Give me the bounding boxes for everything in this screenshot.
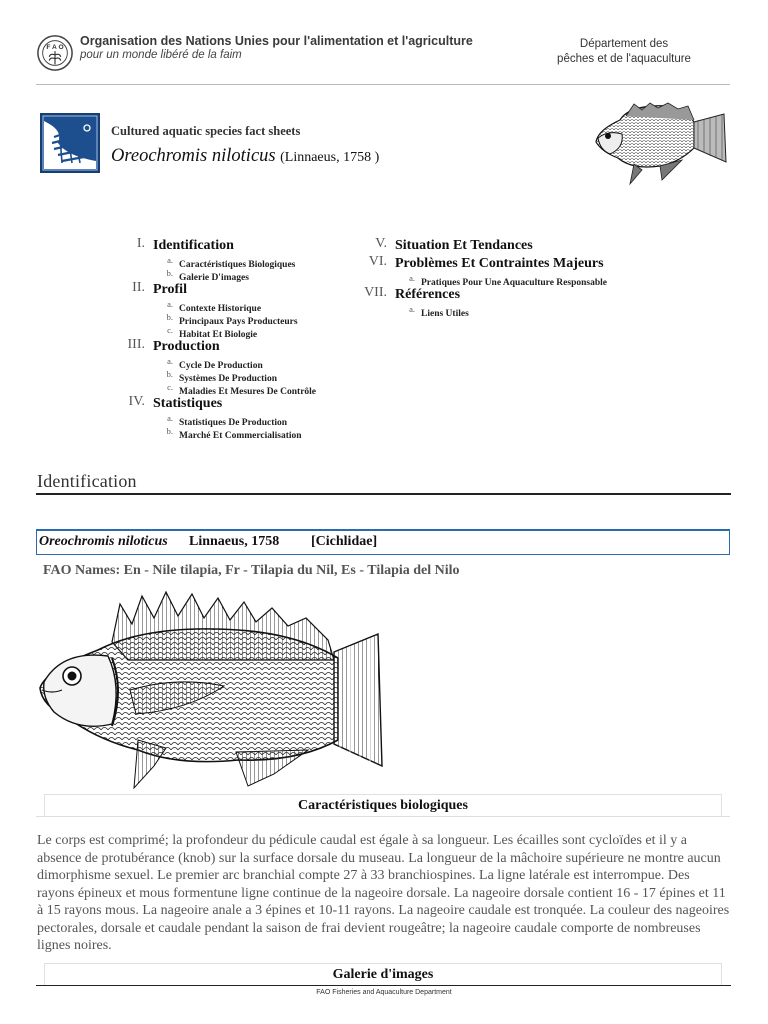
toc-subitem-letter: a. <box>409 273 415 283</box>
toc-item-label[interactable]: Problèmes Et Contraintes Majeurs <box>395 256 604 271</box>
biological-characteristics-heading: Caractéristiques biologiques <box>44 794 722 816</box>
toc-subitem-letter: c. <box>167 325 173 335</box>
toc-item[interactable] <box>368 254 607 272</box>
toc-item[interactable] <box>128 394 316 412</box>
toc-item-number: IV. <box>128 394 145 409</box>
toc-subitem[interactable] <box>153 381 317 397</box>
toc-item-label[interactable]: Identification <box>153 238 234 253</box>
factsheet-title <box>111 145 379 167</box>
toc-left-column <box>127 236 317 441</box>
toc-item-number: V. <box>375 236 387 251</box>
toc-subitem[interactable] <box>395 272 607 288</box>
toc-subitem-letter: b. <box>166 268 173 278</box>
fao-logo <box>36 34 74 72</box>
toc-item[interactable] <box>136 236 316 254</box>
toc-subitem-label[interactable]: Principaux Pays Producteurs <box>179 317 298 327</box>
toc-right-column <box>364 236 607 319</box>
toc-subitem-label[interactable]: Marché Et Commercialisation <box>179 431 302 441</box>
toc-subitem-letter: a. <box>167 299 173 309</box>
toc-item-number: VII. <box>364 285 387 300</box>
toc-item-number: III. <box>127 337 145 352</box>
toc-item-label[interactable]: Profil <box>153 282 187 297</box>
section-title: Identification <box>37 471 137 491</box>
footer-divider <box>36 985 731 986</box>
toc-item-number: II. <box>132 280 145 295</box>
toc-subitem-label[interactable]: Galerie D'images <box>179 273 249 283</box>
toc-subitem-letter: c. <box>167 382 173 392</box>
org-name: Organisation des Nations Unies pour l'alimentation et l'agriculture <box>80 34 473 48</box>
image-gallery-heading: Galerie d'images <box>44 963 722 985</box>
department-line-1: Département des <box>579 38 669 50</box>
toc-subitem-letter: a. <box>409 304 415 314</box>
toc-item[interactable] <box>132 280 316 298</box>
toc-subitem[interactable] <box>153 267 316 283</box>
toc-item-label[interactable]: Références <box>395 287 461 302</box>
toc-subitem-label[interactable]: Statistiques De Production <box>179 418 288 428</box>
fact-sheet-icon <box>40 113 100 173</box>
section-divider <box>36 493 731 495</box>
species-author: Linnaeus, 1758 <box>189 534 280 549</box>
toc-subitem[interactable] <box>153 298 316 314</box>
toc-subitem-label[interactable]: Habitat Et Biologie <box>179 330 258 340</box>
toc-item[interactable] <box>364 285 607 303</box>
toc-subitem[interactable] <box>153 412 316 428</box>
toc-subitem-label[interactable]: Liens Utiles <box>421 309 469 319</box>
toc-subitem[interactable] <box>153 254 316 270</box>
toc-subitem[interactable] <box>153 311 316 327</box>
fao-names: FAO Names: En - Nile tilapia, Fr - Tilapia du Nil, Es - Tilapia del Nilo <box>43 563 460 578</box>
department-line-2: pêches et de l'aquaculture <box>557 53 691 65</box>
toc-item-number: I. <box>136 236 145 251</box>
toc-subitem-letter: b. <box>166 426 173 436</box>
toc-subitem-letter: a. <box>167 356 173 366</box>
header-divider <box>36 84 730 85</box>
image-gallery-header <box>36 963 730 986</box>
species-family: [Cichlidae] <box>311 534 378 549</box>
toc-subitem-letter: b. <box>166 369 173 379</box>
svg-text:F A O: F A O <box>46 44 64 52</box>
toc-subitem-label[interactable]: Caractéristiques Biologiques <box>179 260 296 270</box>
department-name <box>544 37 704 67</box>
toc-item[interactable] <box>375 236 607 254</box>
tilapia-thumbnail-image <box>590 100 730 188</box>
toc-subitem-label[interactable]: Maladies Et Mesures De Contrôle <box>179 387 317 397</box>
toc-subitem-letter: a. <box>167 255 173 265</box>
org-tagline: pour un monde libéré de la faim <box>80 49 242 61</box>
toc-item-label[interactable]: Statistiques <box>153 396 223 411</box>
footer-text: FAO Fisheries and Aquaculture Department <box>316 989 452 996</box>
factsheet-author: (Linnaeus, 1758 ) <box>280 150 380 165</box>
toc-subitem-label[interactable]: Systèmes De Production <box>179 374 277 384</box>
toc-item-label[interactable]: Situation Et Tendances <box>395 238 533 253</box>
toc-subitem-label[interactable]: Cycle De Production <box>179 361 263 371</box>
biological-characteristics-header <box>36 794 730 817</box>
factsheet-subtitle: Cultured aquatic species fact sheets <box>111 124 301 138</box>
toc-subitem[interactable] <box>153 425 316 441</box>
species-header-box <box>36 529 730 555</box>
toc-subitem-letter: a. <box>167 413 173 423</box>
species-name: Oreochromis niloticus <box>39 534 168 549</box>
toc-subitem[interactable] <box>395 303 607 319</box>
tilapia-illustration-image <box>38 590 383 795</box>
toc-item-number: VI. <box>368 254 387 269</box>
toc-subitem-label[interactable]: Pratiques Pour Une Aquaculture Responsable <box>421 278 607 288</box>
toc-subitem[interactable] <box>153 355 316 371</box>
toc-subitem[interactable] <box>153 324 316 340</box>
toc-subitem-label[interactable]: Contexte Historique <box>179 304 262 314</box>
factsheet-species-name: Oreochromis niloticus <box>111 146 276 166</box>
toc-subitem-letter: b. <box>166 312 173 322</box>
biological-characteristics-text: Le corps est comprimé; la profondeur du pédicule caudal est égale à sa longueur. Les écailles sont cycloïdes et il y a absence de protubérance (knob) sur la surface dorsale du museau. La longueur de la mâchoire supérieure ne montre aucun dimorphisme sexuel. Le premier arc branchial compte 27 à 33 branchiospines. La ligne latérale est interrompue. Des rayons épineux et mous formentune ligne continue de la nageoire dorsale. La nageoire dorsale contient 16 - 17 épines et 11 à 15 rayons mous. La nageoire anale a 3 épines et 10-11 rayons. La nageoire caudale est tronquée. La couleur des nageoires pectorales, dorsale et caudale pendant la saison de frai devient rougeâtre; la nageoire caudale comporte de nombreuses lignes noires. <box>37 833 730 953</box>
toc-item[interactable] <box>127 337 316 355</box>
toc-subitem[interactable] <box>153 368 316 384</box>
toc-item-label[interactable]: Production <box>153 339 220 354</box>
